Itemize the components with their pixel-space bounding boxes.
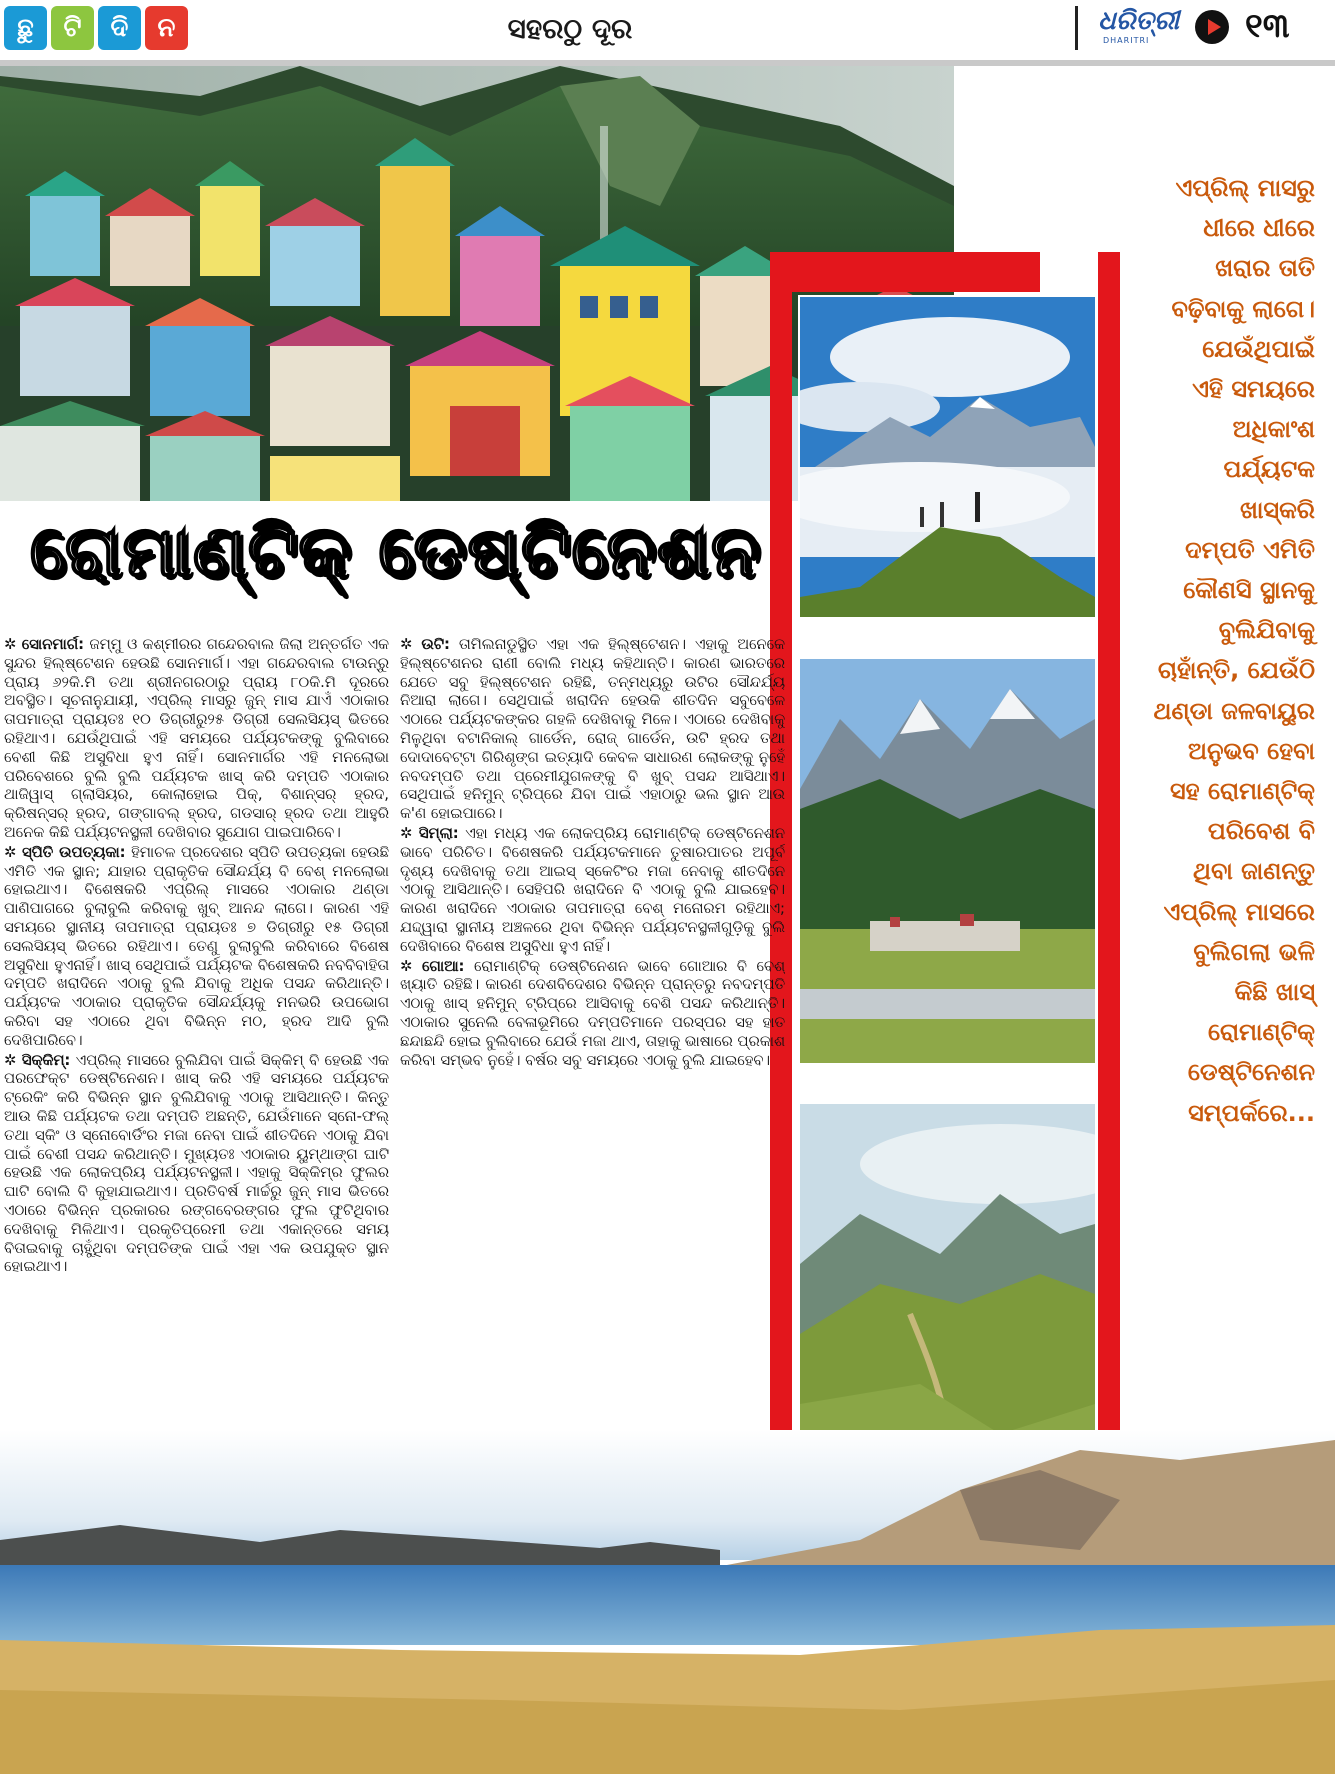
paragraph-text: ତାମିଲନାଡୁସ୍ଥିତ ଏହା ଏକ ହିଲ୍‌ଷ୍ଟେଶନ। ଏହାକୁ ଅନେକେ ହିଲ୍‌ଷ୍ଟେଶନର ରାଣୀ ବୋଲି ମଧ୍ୟ କହିଥାନ୍ତି। କାରଣ ଭାରତରେ ଯେତେ ସବୁ ହିଲ୍‌ଷ୍ଟେଶନ ରହିଛି, ତନ୍ମଧ୍ୟରୁ ଉଟିର ସୌନ୍ଦର୍ଯ୍ୟ ନିଆରା ଲାଗେ। ସେଥିପାଇଁ ଖରାଦିନ ହେଉକି ଶୀତଦିନ ସବୁବେଳେ ଏଠାରେ ପର୍ଯ୍ୟଟକଙ୍କର ଗହଳି ଦେଖିବାକୁ ମିଳେ। ଏଠାରେ ଦେଖିବାକୁ ମିଳୁଥିବା ବଟାନିକାଲ୍ ଗାର୍ଡେନ, ରୋଜ୍ ଗାର୍ଡେନ, ଉଟି ହ୍ରଦ ତଥା ଦୋଦାବେଟ୍ଟା ଗିରିଶୃଙ୍ଗ ଇତ୍ୟାଦି କେବଳ ସାଧାରଣ ଲୋକଙ୍କୁ ନୁହେଁ ନବଦମ୍ପତି ତଥା ପ୍ରେମୀଯୁଗଳଙ୍କୁ ବି ଖୁବ୍ ପସନ୍ଦ ଆସିଥାଏ। ସେଥିପାଇଁ ହନିମୁନ୍ ଟ୍ରିପ୍‌ରେ ଯିବା ପାଇଁ ଏହାଠାରୁ ଭଲ ସ୍ଥାନ ଆଉ କ'ଣ ହୋଇପାରେ। [400,636,785,823]
pull-quote-line: ବଢ଼ିବାକୁ ଲାଗେ। [1171,294,1315,323]
play-icon [1195,10,1229,44]
logo-tile: ଟି [51,6,94,50]
pull-quote-line: ଚାହାଁନ୍ତି, ଯେଉଁଠି [1157,656,1315,685]
page-number: ୧୩ [1245,6,1290,46]
pull-quote-line: ଅଧିକାଂଶ [1232,415,1315,444]
article-paragraph [4,844,389,1051]
logo-tile: ଛୁ [4,6,47,50]
article-column-right [400,636,785,1431]
article-column-left [4,636,389,1431]
article-paragraph [4,1052,389,1278]
side-photo-valley [798,657,1097,1065]
pull-quote-line: ଏପ୍ରିଲ୍ ମାସରେ [1163,897,1315,926]
article-paragraph [400,825,785,957]
pull-quote-line: ଥିବା ଜାଣନ୍ତୁ [1193,857,1315,886]
pull-quote-line: ପର୍ଯ୍ୟଟକ [1223,455,1315,484]
subhead: ସିମ୍ଲା: [418,824,459,842]
article-paragraph [4,636,389,843]
pull-quote-line: ଯେଉଁଥିପାଇଁ [1202,334,1315,363]
bottom-photo-lake [0,1430,1335,1774]
star-bullet-icon: ✲ [4,1051,17,1069]
brand-subtitle: DHARITRI [1103,36,1150,45]
pull-quote-line: ଥଣ୍ଡା ଜଳବାୟୁର [1153,696,1315,725]
brand-logo: ଧରିତ୍ରୀ [1098,6,1180,36]
paragraph-text: ହିମାଚଳ ପ୍ରଦେଶର ସ୍ପିତି ଉପତ୍ୟକା ହେଉଛି ଏମିତି ଏକ ସ୍ଥାନ; ଯାହାର ପ୍ରାକୃତିକ ସୌନ୍ଦର୍ଯ୍ୟ ବି ବେଶ୍ ମନଲୋଭା ହୋଇଥାଏ। ବିଶେଷକରି ଏପ୍ରିଲ୍ ମାସରେ ଏଠାକାର ଥଣ୍ଡା ପାଣିପାଗରେ ବୁଲାବୁଲି କରିବାକୁ ଖୁବ୍ ଆନନ୍ଦ ଲାଗେ। କାରଣ ଏହି ସମୟରେ ସ୍ଥାନୀୟ ତାପମାତ୍ରା ପ୍ରାୟତଃ ୭ ଡିଗ୍ରୀରୁ ୧୫ ଡିଗ୍ରୀ ସେଲସିୟସ୍ ଭିତରେ ରହିଥାଏ। ତେଣୁ ବୁଲାବୁଲି କରିବାରେ ବିଶେଷ ଅସୁବିଧା ହୁଏନାହିଁ। ଖାସ୍ ସେଥିପାଇଁ ପର୍ଯ୍ୟଟକ ବିଶେଷକରି ନବବିବାହିତା ଦମ୍ପତି ଖରାଦିନେ ଏଠାକୁ ବୁଲି ଯିବାକୁ ଅଧିକ ପସନ୍ଦ କରିଥାନ୍ତି। ପର୍ଯ୍ୟଟକ ଏଠାକାର ପ୍ରାକୃତିକ ସୌନ୍ଦର୍ଯ୍ୟକୁ ମନଭରି ଉପଭୋଗ କରିବା ସହ ଏଠାରେ ଥିବା ବିଭିନ୍ନ ମଠ, ହ୍ରଦ ଆଦି ବୁଲି ଦେଖିପାରିବେ। [4,843,389,1049]
paragraph-text: ଜମ୍ମୁ ଓ କଶ୍ମୀରର ଗନ୍ଦେରବାଲ ଜିଲା ଅନ୍ତର୍ଗତ ଏକ ସୁନ୍ଦର ହିଲ୍‌ଷ୍ଟେଶନ ହେଉଛି ସୋନମାର୍ଗ। ଏହା ଗନ୍ଦେରବାଲ ଟାଉନ୍‌ରୁ ପ୍ରାୟ ୬୨କି.ମି ତଥା ଶ୍ରୀନଗରଠାରୁ ପ୍ରାୟ ୮୦କି.ମି ଦୂରରେ ଅବସ୍ଥିତ। ସୂଚନାନୁଯାୟୀ, ଏପ୍ରିଲ୍ ମାସରୁ ଜୁନ୍ ମାସ ଯାଏଁ ଏଠାକାର ତାପମାତ୍ରା ପ୍ରାୟତଃ ୧୦ ଡିଗ୍ରୀରୁ୨୫ ଡିଗ୍ରୀ ସେଲସିୟସ୍ ଭିତରେ ରହିଥାଏ। ଯେଉଁଥିପାଇଁ ଏହି ସମୟରେ ପର୍ଯ୍ୟଟକଙ୍କୁ ବୁଲିବାରେ ବେଶୀ କିଛି ଅସୁବିଧା ହୁଏ ନାହିଁ। ସୋନମାର୍ଗର ଏହି ମନଲୋଭା ପରିବେଶରେ ବୁଲି ବୁଲି ପର୍ଯ୍ୟଟକ ଖାସ୍ କରି ଦମ୍ପତି ଏଠାକାର ଥାଜିୱାସ୍ ଗ୍ଲାସିୟର, କୋଲାହୋଇ ପିକ୍, ବିଶାନ୍‌ସର୍ ହ୍ରଦ, କ୍ରିଷନ୍‌ସର୍ ହ୍ରଦ, ଗଙ୍ଗାବଲ୍ ହ୍ରଦ, ଗଡସାର୍ ହ୍ରଦ ତଥା ଆହୁରି ଅନେକ କିଛି ପର୍ଯ୍ୟଟନସ୍ଥଳୀ ଦେଖିବାର ସୁଯୋଗ ପାଇପାରିବେ। [4,636,389,841]
pull-quote-line: ଖରାର ତାତି [1215,254,1315,283]
star-bullet-icon: ✲ [400,636,413,653]
article-headline: ରୋମାଣ୍ଟିକ୍ ଡେଷ୍ଟିନେଶନ [30,510,762,592]
subhead: ଉଟି: [421,636,450,653]
pull-quote [1120,168,1315,1133]
pull-quote-line: ଏପ୍ରିଲ୍ ମାସରୁ [1175,174,1315,202]
header-divider [1075,6,1078,50]
pull-quote-line: କିଛି ଖାସ୍ [1234,978,1315,1007]
article-paragraph [400,958,785,1071]
logo-tile: ନ [145,6,188,50]
pull-quote-line: ଅନୁଭବ ହେବା [1188,736,1315,765]
pull-quote-line: ଧୀରେ ଧୀରେ [1203,214,1315,243]
star-bullet-icon: ✲ [4,636,17,653]
subhead: ସୋନମାର୍ଗ: [21,636,85,653]
page-header [0,0,1335,66]
paragraph-text: ରୋମାଣ୍ଟିକ୍ ଡେଷ୍ଟିନେଶନ ଭାବେ ଗୋଆର ବି ବେଶ୍ ଖ୍ୟାତି ରହିଛି। କାରଣ ଦେଶବିଦେଶର ବିଭିନ୍ନ ପ୍ରାନ୍ତରୁ ନବଦମ୍ପତି ଏଠାକୁ ଖାସ୍ ହନିମୁନ୍ ଟ୍ରିପ୍‌ରେ ଆସିବାକୁ ବେଶି ପସନ୍ଦ କରିଥାନ୍ତି। ଏଠାକାର ସୁନେଲି ବେଳାଭୂମିରେ ଦମ୍ପତିମାନେ ପରସ୍ପର ସହ ହାତ ଛନ୍ଦାଛନ୍ଦି ହୋଇ ବୁଲିବାରେ ଯେଉଁ ମଜା ଥାଏ, ତାହାକୁ ଭାଷାରେ ପ୍ରକାଶ କରିବା ସମ୍ଭବ ନୁହେଁ। ବର୍ଷର ସବୁ ସମୟରେ ଏଠାକୁ ବୁଲି ଯାଇହେବ। [400,957,785,1069]
pull-quote-line: ଦମ୍ପତି ଏମିତି [1185,535,1315,564]
pull-quote-line: ରୋମାଣ୍ଟିକ୍ [1207,1018,1315,1047]
section-title: ସହରଠୁ ଦୂର [507,12,633,45]
pull-quote-line: ଡେଷ୍ଟିନେଶନ [1187,1058,1315,1087]
pull-quote-line: ସହ ରୋମାଣ୍ଟିକ୍ [1169,777,1315,806]
article-paragraph [400,636,785,824]
side-photo-mountains [798,295,1097,619]
pull-quote-line: ସମ୍ପର୍କରେ... [1188,1098,1315,1127]
pull-quote-line: ପରିବେଶ ବି [1207,817,1315,846]
paragraph-text: ଏହା ମଧ୍ୟ ଏକ ଲୋକପ୍ରିୟ ରୋମାଣ୍ଟିକ୍ ଡେଷ୍ଟିନେଶନ ଭାବେ ପରିଚିତ। ବିଶେଷକରି ପର୍ଯ୍ୟଟକମାନେ ତୁଷାରପାତର ଅପୂର୍ବ ଦୃଶ୍ୟ ଦେଖିବାକୁ ତଥା ଆଇସ୍ ସ୍କେଟିଂର ମଜା ନେବାକୁ ଶୀତଦିନେ ଏଠାକୁ ଆସିଥାନ୍ତି। ସେହିପରି ଖରାଦିନେ ବି ଏଠାକୁ ବୁଲି ଯାଇହେବ। କାରଣ ଖରାଦିନେ ଏଠାକାର ତାପମାତ୍ରା ବେଶ୍ ମନୋରମ ରହିଥାଏ; ଯଦ୍ଦ୍ୱାରା ସ୍ଥାନୀୟ ଅଞ୍ଚଳରେ ଥିବା ବିଭିନ୍ନ ପର୍ଯ୍ୟଟନସ୍ଥଳୀଗୁଡ଼ିକୁ ବୁଲି ଦେଖିବାରେ ବିଶେଷ ଅସୁବିଧା ହୁଏ ନାହିଁ। [400,824,785,955]
star-bullet-icon: ✲ [4,843,17,861]
logo-tile: ଦି [98,6,141,50]
paragraph-text: ଏପ୍ରିଲ୍ ମାସରେ ବୁଲିଯିବା ପାଇଁ ସିକ୍କିମ୍ ବି ହେଉଛି ଏକ ପରଫେକ୍ଟ ଡେଷ୍ଟିନେଶନ। ଖାସ୍ କରି ଏହି ସମୟରେ ପର୍ଯ୍ୟଟକ ଟ୍ରେକିଂ କରି ବିଭିନ୍ନ ସ୍ଥାନ ବୁଲିଯିବାକୁ ଏଠାକୁ ଆସିଥାନ୍ତି। କିନ୍ତୁ ଆଉ କିଛି ପର୍ଯ୍ୟଟକ ତଥା ଦମ୍ପତି ଅଛନ୍ତି, ଯେଉଁମାନେ ସ୍ନୋ-ଫଲ୍ ତଥା ସ୍କିଂ ଓ ସ୍ନୋବୋର୍ଡିଂର ମଜା ନେବା ପାଇଁ ଶୀତଦିନେ ଏଠାକୁ ଯିବା ପାଇଁ ବେଶୀ ପସନ୍ଦ କରିଥାନ୍ତି। ମୁଖ୍ୟତଃ ଏଠାକାର ୟୁମ୍‌ଥାଙ୍ଗ ଘାଟି ହେଉଛି ଏକ ଲୋକପ୍ରିୟ ପର୍ଯ୍ୟଟନସ୍ଥଳୀ। ଏହାକୁ ସିକ୍କିମ୍‌ର ଫୁଲର ଘାଟି ବୋଲି ବି କୁହାଯାଇଥାଏ। ପ୍ରତିବର୍ଷ ମାର୍ଚ୍ଚରୁ ଜୁନ୍ ମାସ ଭିତରେ ଏଠାରେ ବିଭିନ୍ନ ପ୍ରକାରର ରଙ୍ଗବେରଙ୍ଗର ଫୁଲ ଫୁଟିଥିବାର ଦେଖିବାକୁ ମିଳିଥାଏ। ପ୍ରକୃତିପ୍ରେମୀ ତଥା ଏକାନ୍ତରେ ସମୟ ବିତାଇବାକୁ ଚାହୁଁଥିବା ଦମ୍ପତିଙ୍କ ପାଇଁ ଏହା ଏକ ଉପଯୁକ୍ତ ସ୍ଥାନ ହୋଇଥାଏ। [4,1051,389,1276]
pull-quote-line: ଖାସ୍‌କରି [1240,495,1315,524]
section-logo [4,6,188,50]
red-frame-top-bar [770,252,1040,292]
subhead: ଗୋଆ: [421,957,465,975]
star-bullet-icon: ✲ [400,957,413,975]
subhead: ସ୍ପିତି ଉପତ୍ୟକା: [21,843,126,861]
pull-quote-line: ଏହି ସମୟରେ [1192,375,1315,404]
pull-quote-line: କୌଣସି ସ୍ଥାନକୁ [1183,576,1315,605]
star-bullet-icon: ✲ [400,824,413,842]
pull-quote-line: ବୁଲିଗଲା ଭଳି [1193,937,1315,966]
subhead: ସିକ୍କିମ୍: [21,1051,71,1069]
pull-quote-line: ବୁଲିଯିବାକୁ [1218,616,1315,645]
